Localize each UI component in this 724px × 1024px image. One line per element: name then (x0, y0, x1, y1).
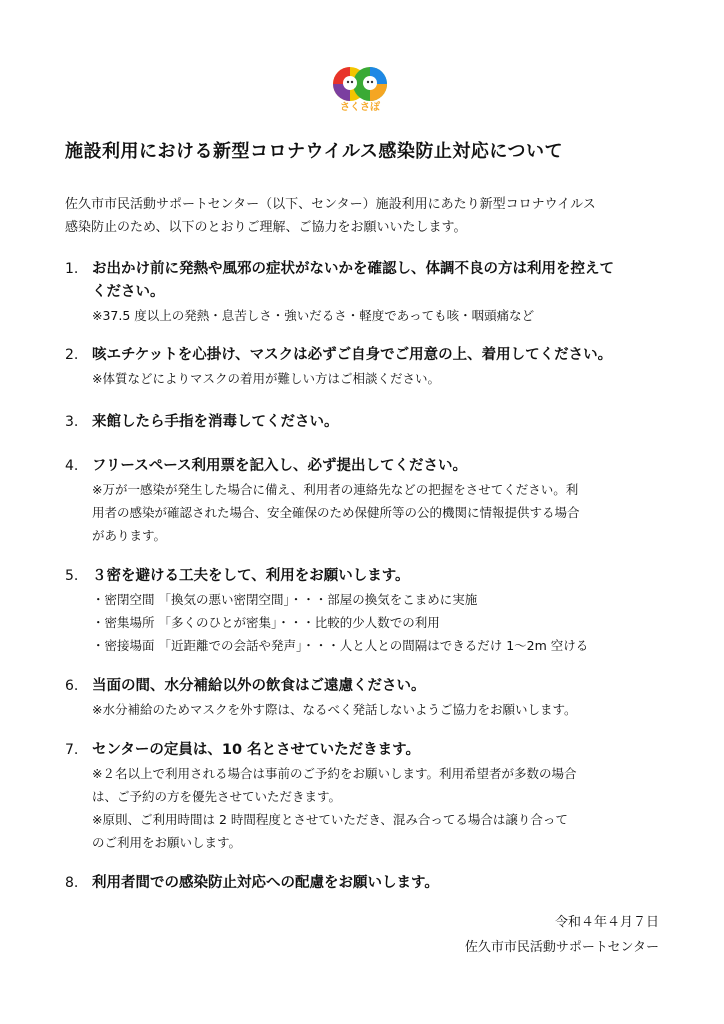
item-heading (65, 872, 665, 895)
note-line: ・密集場所 「多くのひとが密集」・・・比較的少人数での利用 (92, 615, 440, 630)
item-5 (65, 565, 665, 657)
sakusapo-logo (330, 64, 390, 112)
item-number: 1. (65, 261, 79, 277)
item-heading (65, 455, 665, 478)
item-number: 2. (65, 347, 79, 363)
item-heading-line: フリースペース利用票を記入し、必ず提出してください。 (92, 458, 467, 474)
footer (465, 910, 659, 960)
item-6 (65, 675, 665, 721)
item-note (65, 304, 665, 327)
note-line: ※37.5 度以上の発熱・息苦しさ・強いだるさ・軽度であっても咳・咽頭痛など (92, 308, 535, 323)
note-line: のご利用をお願いします。 (92, 835, 242, 850)
item-heading-line: ３密を避ける工夫をして、利用をお願いします。 (92, 568, 410, 584)
item-number: 5. (65, 568, 79, 584)
note-line: は、ご予約の方を優先させていただきます。 (92, 789, 342, 804)
note-line: ・密接場面 「近距離での会話や発声」・・・人と人との間隔はできるだけ 1～2m 空ける (92, 638, 589, 653)
note-line: ・密閉空間 「換気の悪い密閉空間」・・・部屋の換気をこまめに実施 (92, 592, 478, 607)
item-number: 4. (65, 458, 79, 474)
note-line: ※体質などによりマスクの着用が難しい方はご相談ください。 (92, 371, 440, 386)
item-heading (65, 258, 665, 304)
item-heading (65, 739, 665, 762)
note-line: ※水分補給のためマスクを外す際は、なるべく発話しないようご協力をお願いします。 (92, 702, 577, 717)
intro-paragraph (65, 193, 665, 239)
item-7 (65, 739, 665, 854)
issue-date: 令和４年４月７日 (554, 915, 659, 930)
item-heading-line: ください。 (92, 284, 165, 300)
item-note (65, 367, 665, 390)
item-note (65, 478, 665, 547)
item-heading-line: 来館したら手指を消毒してください。 (92, 414, 339, 430)
item-8 (65, 872, 665, 895)
item-number: 8. (65, 875, 79, 891)
intro-line: 感染防止のため、以下のとおりご理解、ご協力をお願いいたします。 (65, 220, 467, 235)
item-heading (65, 344, 665, 367)
item-number: 6. (65, 678, 79, 694)
note-line: ※２名以上で利用される場合は事前のご予約をお願いします。利用希望者が多数の場合 (92, 766, 577, 781)
item-heading (65, 565, 665, 588)
item-heading (65, 675, 665, 698)
item-2 (65, 344, 665, 390)
logo-text: さくさぽ (340, 102, 380, 112)
organization-name: 佐久市市民活動サポートセンター (464, 940, 659, 955)
note-line: 用者の感染が確認された場合、安全確保のため保健所等の公的機関に情報提供する場合 (92, 505, 580, 520)
note-line: ※万が一感染が発生した場合に備え、利用者の連絡先などの把握をさせてください。利 (92, 482, 579, 497)
item-heading-line: 利用者間での感染防止対応への配慮をお願いします。 (92, 875, 439, 891)
item-number: 3. (65, 414, 79, 430)
item-number: 7. (65, 742, 79, 758)
item-heading-line: センターの定員は、10 名とさせていただきます。 (92, 742, 420, 758)
item-4 (65, 455, 665, 547)
item-3 (65, 411, 665, 434)
item-heading-line: お出かけ前に発熱や風邪の症状がないかを確認し、体調不良の方は利用を控えて (92, 261, 614, 277)
item-note (65, 698, 665, 721)
item-note (65, 588, 665, 657)
item-heading (65, 411, 665, 434)
note-line: があります。 (92, 528, 167, 543)
item-1 (65, 258, 665, 327)
item-heading-line: 当面の間、水分補給以外の飲食はご遠慮ください。 (92, 678, 426, 694)
intro-line: 佐久市市民活動サポートセンター（以下、センター）施設利用にあたり新型コロナウイルス (65, 197, 596, 212)
note-line: ※原則、ご利用時間は 2 時間程度とさせていただき、混み合ってる場合は譲り合って (92, 812, 568, 827)
item-note (65, 762, 665, 854)
item-heading-line: 咳エチケットを心掛け、マスクは必ずご自身でご用意の上、着用してください。 (92, 347, 613, 363)
page-title: 施設利用における新型コロナウイルス感染防止対応について (65, 141, 564, 162)
